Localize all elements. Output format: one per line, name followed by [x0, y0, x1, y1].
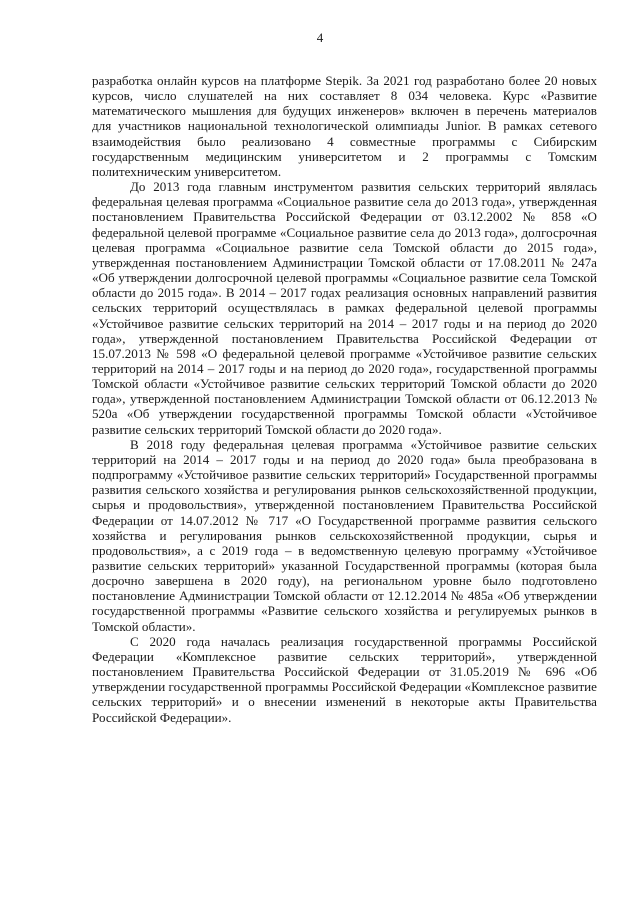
- paragraph-stepik-courses: разработка онлайн курсов на платформе Stepik. За 2021 год разработано более 20 новых курсов, число слушателей на них составляет 8 034 человека. Курс «Развитие математического мышления для будущих инженеров» включен в перечень материалов для участников национальной технологической олимпиады Junior. В рамках сетевого взаимодействия было реализовано 4 совместные программы с Сибирским государственным медицинским университетом и 2 программы с Томским политехническим университетом.: [92, 73, 597, 179]
- paragraph-programs-before-2013: До 2013 года главным инструментом развития сельских территорий являлась федеральная целевая программа «Социальное развитие села до 2013 года», утвержденная постановлением Правительства Российской Федерации от 03.12.2002 № 858 «О федеральной целевой программе «Социальное развитие села до 2013 года», долгосрочная целевая программа «Социальное развитие села Томской области до 2015 года», утвержденная постановлением Администрации Томской области от 17.08.2011 № 247а «Об утверждении долгосрочной целевой программы «Социальное развитие села Томской области до 2015 года». В 2014 – 2017 годах реализация основных направлений развития сельских территорий осуществлялась в рамках федеральной целевой программы «Устойчивое развитие сельских территорий на 2014 – 2017 годы и на период до 2020 года», утвержденной постановлением Правительства Российской Федерации от 15.07.2013 № 598 «О федеральной целевой программе «Устойчивое развитие сельских территорий на 2014 – 2017 годы и на период до 2020 года», государственной программы Томской области «Устойчивое развитие сельских территорий Томской области до 2020 года», утвержденной постановлением Администрации Томской области от 06.12.2013 № 520а «Об утверждении государственной программы Томской области «Устойчивое развитие сельских территорий Томской области до 2020 года».: [92, 179, 597, 437]
- page-number: 4: [316, 30, 324, 45]
- document-body: [92, 73, 597, 725]
- paragraph-2018-transformation: В 2018 году федеральная целевая программа «Устойчивое развитие сельских территорий на 2014 – 2017 годы и на период до 2020 года» была преобразована в подпрограмму «Устойчивое развитие сельских территорий» Государственной программы развития сельского хозяйства и регулирования рынков сельскохозяйственной продукции, сырья и продовольствия», утвержденной постановлением Правительства Российской Федерации от 14.07.2012 № 717 «О Государственной программе развития сельского хозяйства и регулирования рынков сельскохозяйственной продукции, сырья и продовольствия», а с 2019 года – в ведомственную целевую программу «Устойчивое развитие сельских территорий» указанной Государственной программы (которая была досрочно завершена в 2020 году), на региональном уровне было подготовлено постановление Администрации Томской области от 12.12.2014 № 485а «Об утверждении государственной программы «Развитие сельского хозяйства и регулируемых рынков в Томской области».: [92, 436, 597, 634]
- paragraph-2020-state-program: С 2020 года началась реализация государственной программы Российской Федерации «Комплексное развитие сельских территорий», утвержденной постановлением Правительства Российской Федерации от 31.05.2019 № 696 «Об утверждении государственной программы Российской Федерации «Комплексное развитие сельских территорий» и о внесении изменений в некоторые акты Правительства Российской Федерации».: [92, 633, 597, 725]
